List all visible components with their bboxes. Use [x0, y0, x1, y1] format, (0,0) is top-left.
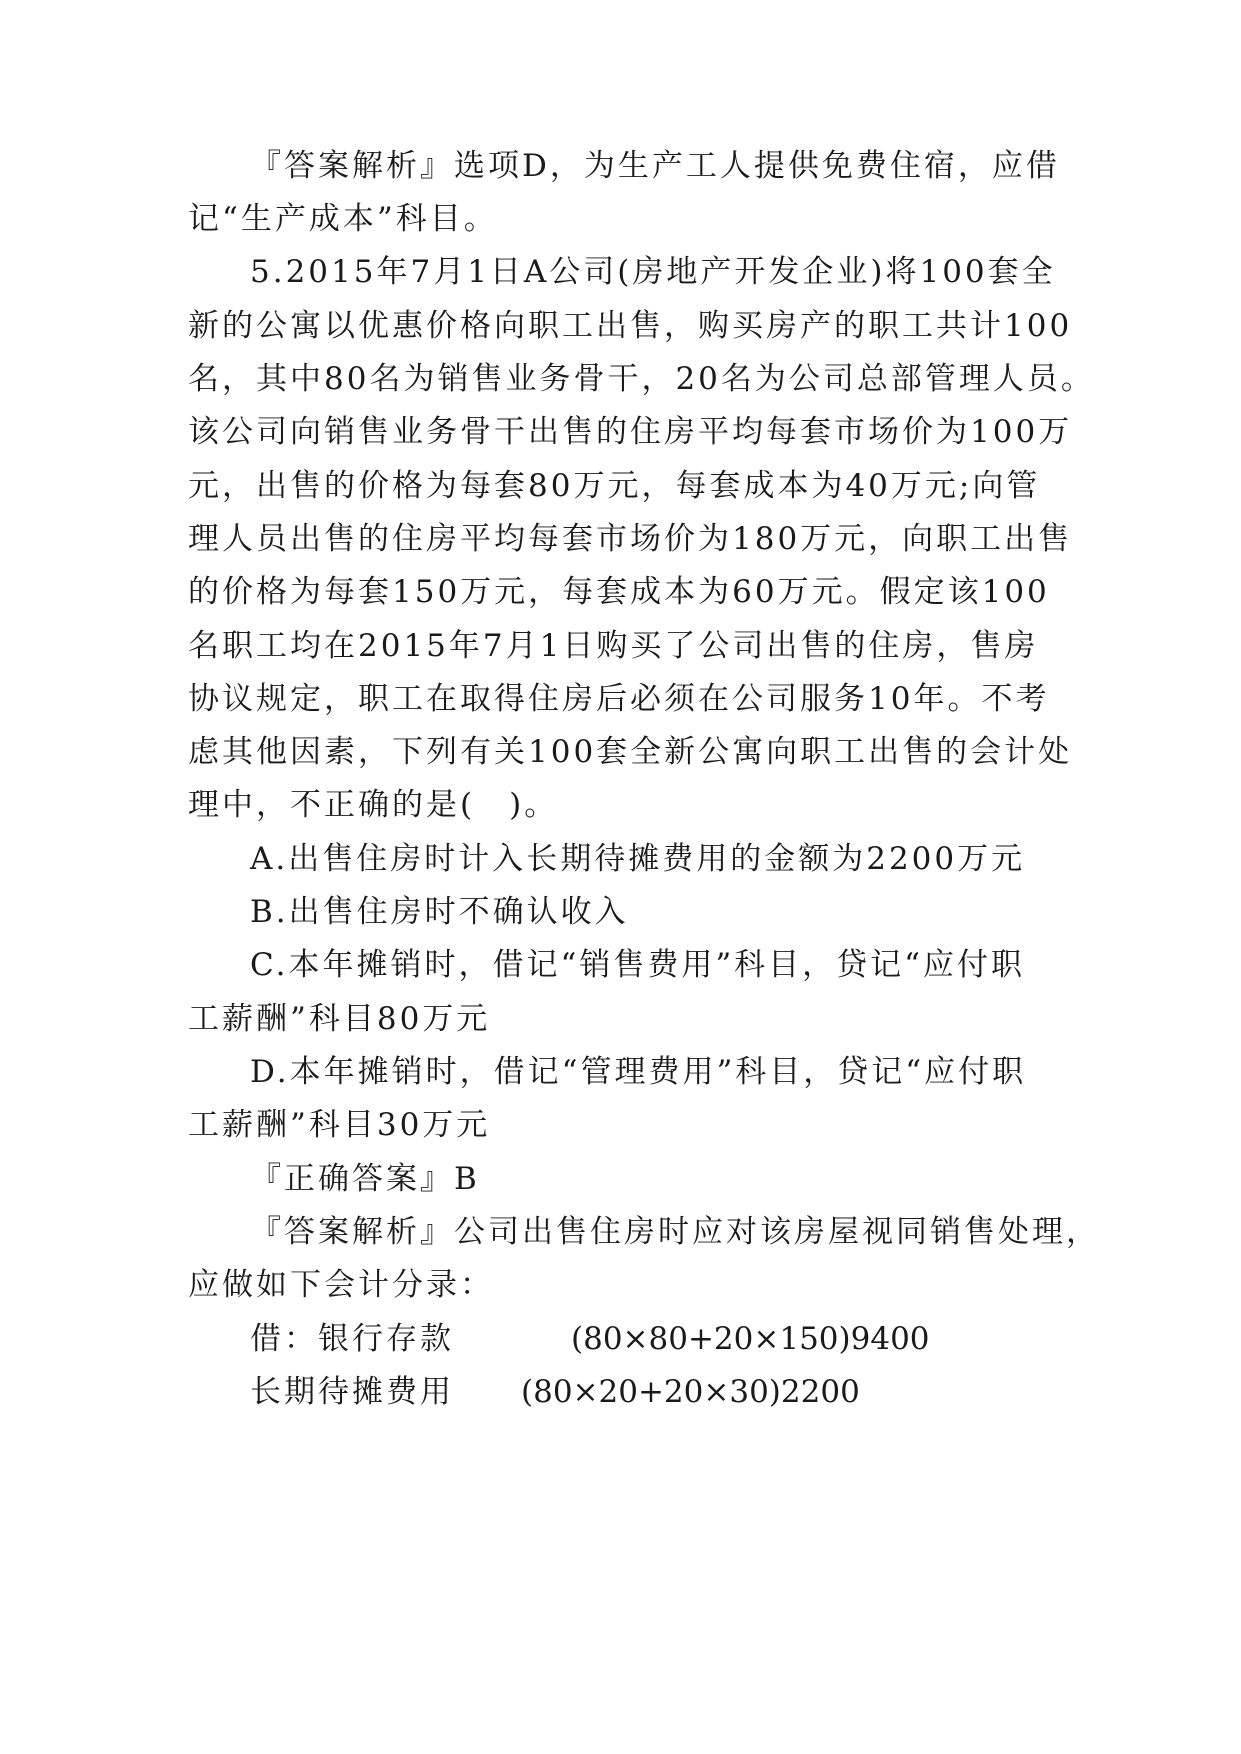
- option-c-line-2: 工薪酬”科目80万元: [188, 1001, 491, 1037]
- journal-long-term-prepaid-amount: (80×20+20×30)2200: [521, 1374, 860, 1410]
- prev-analysis-line-2: 记“生产成本”科目。: [188, 201, 498, 237]
- question-line-7: 的价格为每套150万元，每套成本为60万元。假定该100: [188, 574, 1050, 610]
- question-line-9: 协议规定，职工在取得住房后必须在公司服务10年。不考: [188, 681, 1050, 717]
- answer-analysis-line-2: 应做如下会计分录：: [188, 1267, 494, 1303]
- correct-answer: 『正确答案』B: [250, 1161, 480, 1197]
- option-b: B.出售住房时不确认收入: [250, 894, 629, 930]
- answer-analysis-line-1: 『答案解析』公司出售住房时应对该房屋视同销售处理，: [250, 1214, 1100, 1250]
- question-line-2: 新的公寓以优惠价格向职工出售，购买房产的职工共计100: [188, 308, 1073, 344]
- question-line-6: 理人员出售的住房平均每套市场价为180万元，向职工出售: [188, 521, 1073, 557]
- prev-analysis-line-1: 『答案解析』选项D，为生产工人提供免费住宿，应借: [250, 148, 1060, 184]
- question-line-5: 元，出售的价格为每套80万元，每套成本为40万元;向管: [188, 468, 1041, 504]
- option-c-line-1: C.本年摊销时，借记“销售费用”科目，贷记“应付职: [250, 947, 1026, 983]
- journal-debit-bank-label: 借：银行存款: [250, 1321, 454, 1357]
- question-line-10: 虑其他因素，下列有关100套全新公寓向职工出售的会计处: [188, 734, 1073, 770]
- option-d-line-2: 工薪酬”科目30万元: [188, 1107, 491, 1143]
- question-line-3: 名，其中80名为销售业务骨干，20名为公司总部管理人员。: [188, 361, 1095, 397]
- journal-debit-bank-amount: (80×80+20×150)9400: [571, 1321, 930, 1357]
- option-a: A.出售住房时计入长期待摊费用的金额为2200万元: [250, 841, 1026, 877]
- question-line-11: 理中，不正确的是( )。: [188, 787, 559, 823]
- option-d-line-1: D.本年摊销时，借记“管理费用”科目，贷记“应付职: [250, 1054, 1027, 1090]
- question-line-4: 该公司向销售业务骨干出售的住房平均每套市场价为100万: [188, 414, 1073, 450]
- question-line-8: 名职工均在2015年7月1日购买了公司出售的住房，售房: [188, 628, 1039, 664]
- question-line-1: 5.2015年7月1日A公司(房地产开发企业)将100套全: [250, 254, 1056, 290]
- journal-long-term-prepaid-label: 长期待摊费用: [250, 1374, 454, 1410]
